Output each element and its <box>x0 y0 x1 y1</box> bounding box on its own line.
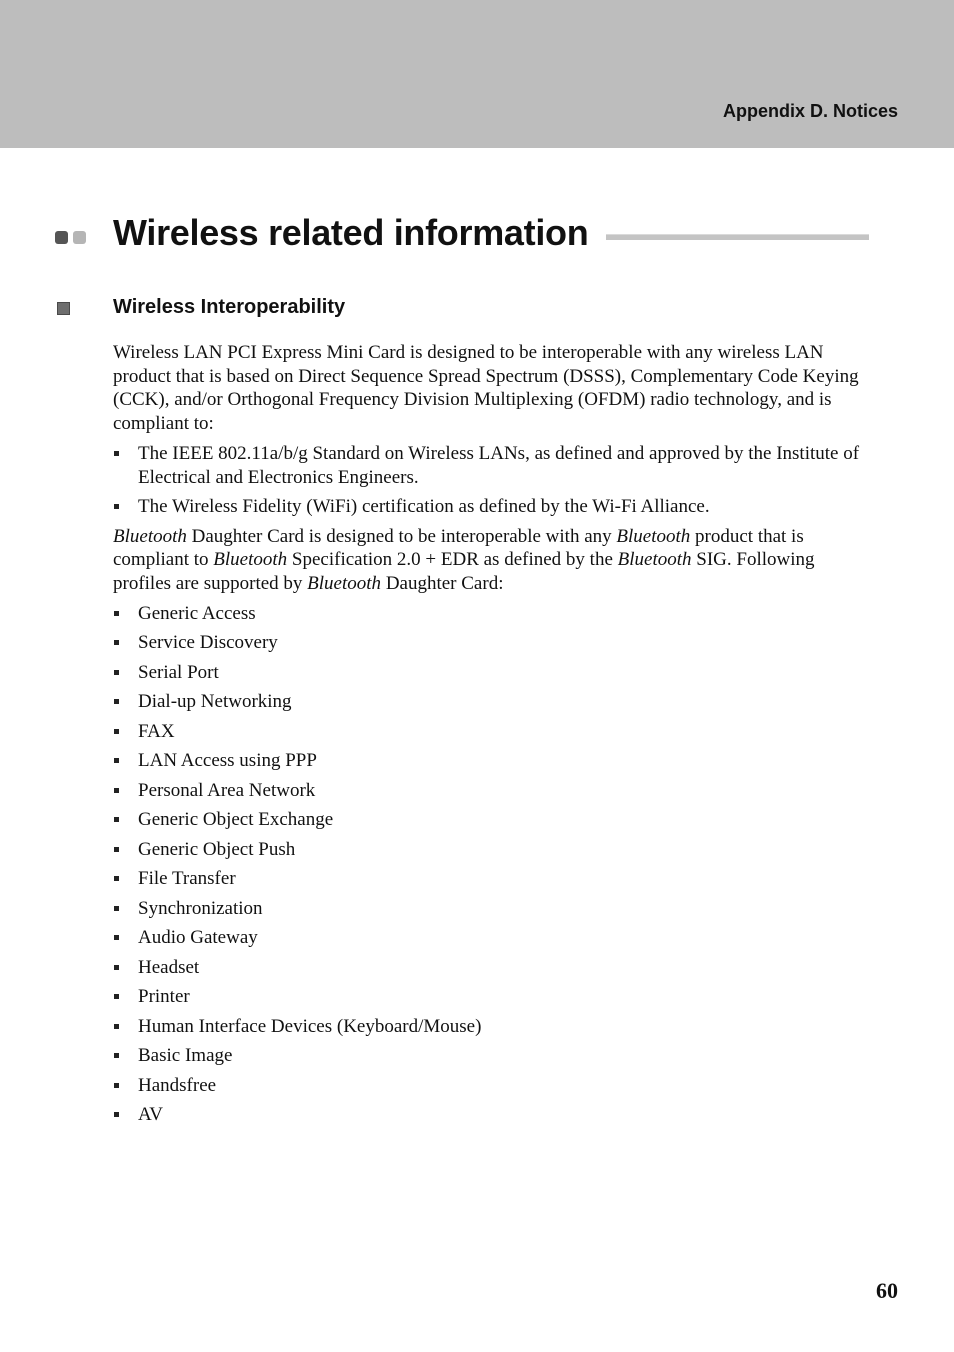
title-decoration <box>55 231 91 249</box>
bullet-icon <box>114 451 119 456</box>
bullet-icon <box>114 935 119 940</box>
section-heading: Wireless Interoperability <box>113 296 346 318</box>
bullet-icon <box>114 847 119 852</box>
list-item: The IEEE 802.11a/b/g Standard on Wireless LANs, as defined and approved by the Institute of Electrical and Electronics Engineers. <box>113 442 873 489</box>
list-item: Human Interface Devices (Keyboard/Mouse) <box>113 1015 873 1039</box>
bullet-icon <box>114 817 119 822</box>
title-rule <box>606 234 869 240</box>
compliance-list <box>113 442 873 519</box>
list-item: Service Discovery <box>113 631 873 655</box>
list-item: Handsfree <box>113 1074 873 1098</box>
bullet-icon <box>114 1083 119 1088</box>
bullet-icon <box>114 906 119 911</box>
list-item: Generic Object Push <box>113 838 873 862</box>
list-item: LAN Access using PPP <box>113 749 873 773</box>
list-item: File Transfer <box>113 867 873 891</box>
bullet-icon <box>114 1053 119 1058</box>
body-content <box>113 341 873 1133</box>
bullet-icon <box>114 965 119 970</box>
list-item: FAX <box>113 720 873 744</box>
bullet-icon <box>114 876 119 881</box>
list-item: Printer <box>113 985 873 1009</box>
header-band <box>0 0 954 148</box>
page-number: 60 <box>876 1278 898 1303</box>
bullet-icon <box>114 699 119 704</box>
bullet-icon <box>114 504 119 509</box>
page-title: Wireless related information <box>113 212 589 253</box>
bullet-icon <box>114 729 119 734</box>
bullet-icon <box>114 1112 119 1117</box>
list-item: Synchronization <box>113 897 873 921</box>
list-item: The Wireless Fidelity (WiFi) certification as defined by the Wi-Fi Alliance. <box>113 495 873 519</box>
bullet-icon <box>114 788 119 793</box>
list-item: Personal Area Network <box>113 779 873 803</box>
title-mark-light <box>73 231 86 244</box>
list-item: Dial-up Networking <box>113 690 873 714</box>
bullet-icon <box>114 994 119 999</box>
profiles-list <box>113 602 873 1127</box>
bullet-icon <box>114 640 119 645</box>
list-item: Basic Image <box>113 1044 873 1068</box>
list-item: AV <box>113 1103 873 1127</box>
section-marker-icon <box>57 302 70 315</box>
bluetooth-paragraph: Bluetooth Daughter Card is designed to be interoperable with any Bluetooth product that is compliant to Bluetooth Specification 2.0 + EDR as defined by the Bluetooth SIG. Following profiles are supported by Bluetooth Daughter Card: <box>113 525 815 595</box>
title-mark-dark <box>55 231 68 244</box>
intro-paragraph: Wireless LAN PCI Express Mini Card is designed to be interoperable with any wireless LAN product that is based on Direct Sequence Spread Spectrum (DSSS), Complementary Code Keying (CCK), and/or Orthogonal Frequency Division Multiplexing (OFDM) radio technology, and is compliant to: <box>113 342 859 435</box>
bullet-icon <box>114 670 119 675</box>
list-item: Audio Gateway <box>113 926 873 950</box>
list-item: Generic Object Exchange <box>113 808 873 832</box>
list-item: Serial Port <box>113 661 873 685</box>
bullet-icon <box>114 1024 119 1029</box>
list-item: Headset <box>113 956 873 980</box>
bullet-icon <box>114 611 119 616</box>
running-header: Appendix D. Notices <box>722 101 898 121</box>
bullet-icon <box>114 758 119 763</box>
list-item: Generic Access <box>113 602 873 626</box>
